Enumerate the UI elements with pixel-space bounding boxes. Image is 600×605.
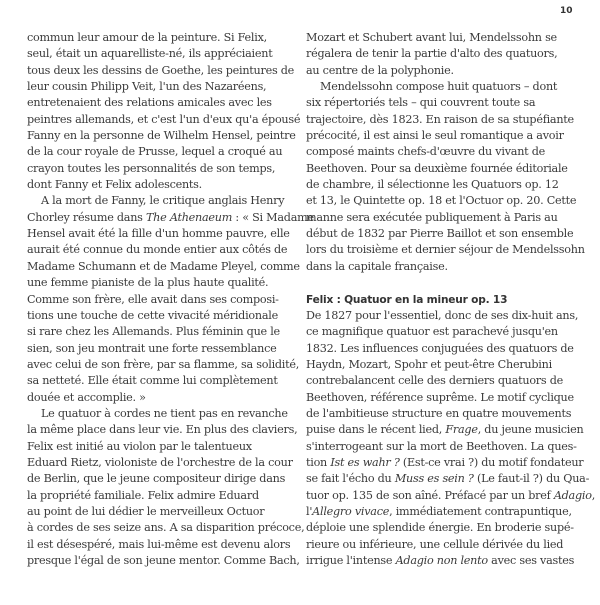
text-line: s'interrogeant sur la mort de Beethoven. La ques- xyxy=(306,439,577,453)
left-column xyxy=(27,30,317,569)
text-span: irrigue l'intense xyxy=(306,554,396,567)
text-line: début de 1832 par Pierre Baillot et son ensemble xyxy=(306,227,574,241)
text-line: commun leur amour de la peinture. Si Felix, xyxy=(27,31,267,44)
italic-title: Adagio non lento xyxy=(395,554,488,567)
text-span: l' xyxy=(306,504,313,518)
text-line: Beethoven. Pour sa deuxième fournée éditoriale xyxy=(306,161,568,175)
text-line: ce magnifique quatuor est parachevé jusqu'en xyxy=(306,325,558,339)
text-span: , du jeune musicien xyxy=(477,423,584,437)
text-line: composé maints chefs-d'œuvre du vivant de xyxy=(306,145,545,159)
text-line xyxy=(306,553,596,569)
text-line: avec celui de son frère, par sa flamme, sa solidité, xyxy=(27,357,300,371)
text-line: seul, était un aquarelliste-né, ils appréciaient xyxy=(27,47,273,61)
text-line: leur cousin Philipp Veit, l'un des Nazaréens, xyxy=(27,80,267,94)
text-span: tuor op. 135 de son aîné. Préfacé par un bref xyxy=(306,488,554,502)
italic-title: The Athenaeum xyxy=(145,210,233,224)
text-line: manne sera exécutée publiquement à Paris au xyxy=(306,210,558,224)
paragraph-start-line: Le quatuor à cordes ne tient pas en revanche xyxy=(41,406,288,420)
italic-title: Muss es sein ? xyxy=(394,472,474,486)
text-line: peintres allemands, et c'est l'un d'eux qu'a épousé xyxy=(27,112,301,126)
text-line: crayon toutes les personnalités de son temps, xyxy=(27,161,276,175)
text-line: de chambre, il sélectionne les Quatuors op. 12 xyxy=(306,178,559,192)
text-line: Beethoven, référence suprême. Le motif cyclique xyxy=(306,390,574,404)
text-line: la propriété familiale. Felix admire Eduard xyxy=(27,488,259,502)
text-line: à cordes de ses seize ans. A sa disparition précoce, xyxy=(27,521,305,535)
italic-title: Frage xyxy=(445,423,478,437)
text-line: presque l'égal de son jeune mentor. Comme Bach, xyxy=(27,554,300,567)
text-line: précocité, il est ainsi le seul romantique a avoir xyxy=(306,129,564,143)
text-line: régalera de tenir la partie d'alto des quatuors, xyxy=(306,47,558,61)
text-span: (Le faut-il ?) du Qua- xyxy=(473,472,590,486)
text-span: puise dans le récent lied, xyxy=(306,423,446,437)
text-line: de la cour royale de Prusse, lequel a croqué au xyxy=(27,145,283,159)
text-line: déploie une splendide énergie. En broderie supé- xyxy=(306,521,574,535)
text-line: il est désespéré, mais lui-même est devenu alors xyxy=(27,537,291,551)
text-line: six répertoriés tels – qui couvrent toute sa xyxy=(306,96,536,110)
text-line: Haydn, Mozart, Spohr et peut-être Cherubini xyxy=(306,357,552,371)
text-span: , immédiatement contrapuntique, xyxy=(389,504,572,518)
text-line: de l'ambitieuse structure en quatre mouvements xyxy=(306,406,572,420)
text-line: au centre de la polyphonie. xyxy=(306,63,454,77)
text-line: lors du troisième et dernier séjour de Mendelssohn xyxy=(306,243,585,257)
paragraph-start-line: A la mort de Fanny, le critique anglais Henry xyxy=(41,194,285,208)
text-line: entretenaient des relations amicales avec les xyxy=(27,96,272,110)
text-line: rieure ou inférieure, une cellule dérivée du lied xyxy=(306,537,564,551)
text-line: la même place dans leur vie. En plus des claviers, xyxy=(27,423,298,437)
text-line: sien, son jeu montrait une forte ressemblance xyxy=(27,341,277,355)
text-line xyxy=(306,471,596,487)
text-line: tous deux les dessins de Goethe, les peintures de xyxy=(27,63,295,77)
text-span: avec ses vastes xyxy=(487,554,575,567)
text-line: contrebalancent celle des derniers quatuors de xyxy=(306,374,563,388)
page-number: 10 xyxy=(560,6,573,16)
paragraph-start-line: Mendelssohn compose huit quatuors – dont xyxy=(320,80,558,94)
text-span: (Est-ce vrai ?) du motif fondateur xyxy=(399,455,584,469)
text-span: : « Si Madame xyxy=(232,210,314,224)
text-line xyxy=(306,455,596,471)
text-line xyxy=(27,210,317,226)
italic-title: Adagio xyxy=(553,488,592,502)
text-line: Madame Schumann et de Madame Pleyel, comme xyxy=(27,259,300,273)
text-span: , xyxy=(591,488,596,502)
text-line: Hensel avait été la fille d'un homme pauvre, elle xyxy=(27,227,290,241)
text-line: si rare chez les Allemands. Plus féminin que le xyxy=(27,325,280,339)
italic-title: Allegro vivace xyxy=(312,504,390,518)
text-span: Chorley résume dans xyxy=(27,210,146,224)
text-line: 1832. Les influences conjuguées des quatuors de xyxy=(306,341,574,355)
text-line: sa netteté. Elle était comme lui complètement xyxy=(27,374,278,388)
text-line xyxy=(306,422,596,438)
text-line: de Berlin, que le jeune compositeur dirige dans xyxy=(27,472,286,486)
text-line: Eduard Rietz, violoniste de l'orchestre de la cour xyxy=(27,455,293,469)
text-line: De 1827 pour l'essentiel, donc de ses dix-huit ans, xyxy=(306,308,579,322)
text-line: trajectoire, dès 1823. En raison de sa stupéfiante xyxy=(306,112,574,126)
text-line: une femme pianiste de la plus haute qualité. xyxy=(27,276,269,290)
text-line xyxy=(306,504,596,520)
text-line: tions une touche de cette vivacité méridionale xyxy=(27,308,278,322)
text-span: se fait l'écho du xyxy=(306,472,395,486)
section-heading: Felix : Quatuor en la mineur op. 13 xyxy=(306,293,508,306)
text-line: aurait été connue du monde entier aux côtés de xyxy=(27,243,288,257)
text-span: tion xyxy=(306,455,331,469)
text-line xyxy=(306,488,596,504)
text-line: Comme son frère, elle avait dans ses composi- xyxy=(27,292,279,306)
right-column xyxy=(306,30,596,569)
text-line: dans la capitale française. xyxy=(306,259,448,273)
italic-title: Ist es wahr ? xyxy=(330,455,400,469)
text-line: Fanny en la personne de Wilhelm Hensel, peintre xyxy=(27,129,296,143)
text-line: et 13, le Quintette op. 18 et l'Octuor op. 20. Cette xyxy=(306,194,577,208)
section-spacer xyxy=(306,275,596,291)
text-line: dont Fanny et Felix adolescents. xyxy=(27,178,202,192)
text-line: au point de lui dédier le merveilleux Octuor xyxy=(27,504,265,518)
text-line: douée et accomplie. » xyxy=(27,390,146,404)
text-line: Mozart et Schubert avant lui, Mendelssohn se xyxy=(306,31,557,44)
text-line: Felix est initié au violon par le talentueux xyxy=(27,439,252,453)
